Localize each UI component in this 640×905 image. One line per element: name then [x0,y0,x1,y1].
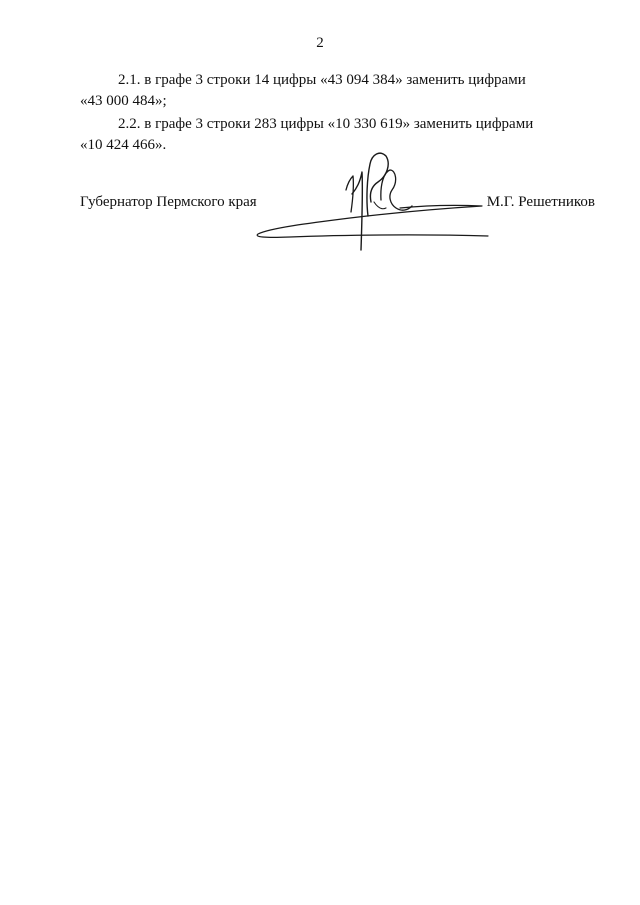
signer-name: М.Г. Решетников [486,194,595,210]
signature-stroke-right [381,170,412,210]
amendment-item-2-1-line-1: 2.1. в графе 3 строки 14 цифры «43 094 384» заменить цифрами [118,72,526,88]
handwritten-signature [250,142,495,254]
signature-underline [257,205,488,237]
page-number: 2 [316,35,324,51]
amendment-item-2-2-line-2: «10 424 466». [80,137,167,153]
amendment-item-2-2-line-1: 2.2. в графе 3 строки 283 цифры «10 330 619» заменить цифрами [118,116,534,132]
amendment-item-2-1 [80,70,597,112]
amendment-item-2-1-line-2: «43 000 484»; [80,93,167,109]
signature-stroke-hook [374,202,386,209]
signer-position: Губернатор Пермского края [80,194,257,210]
